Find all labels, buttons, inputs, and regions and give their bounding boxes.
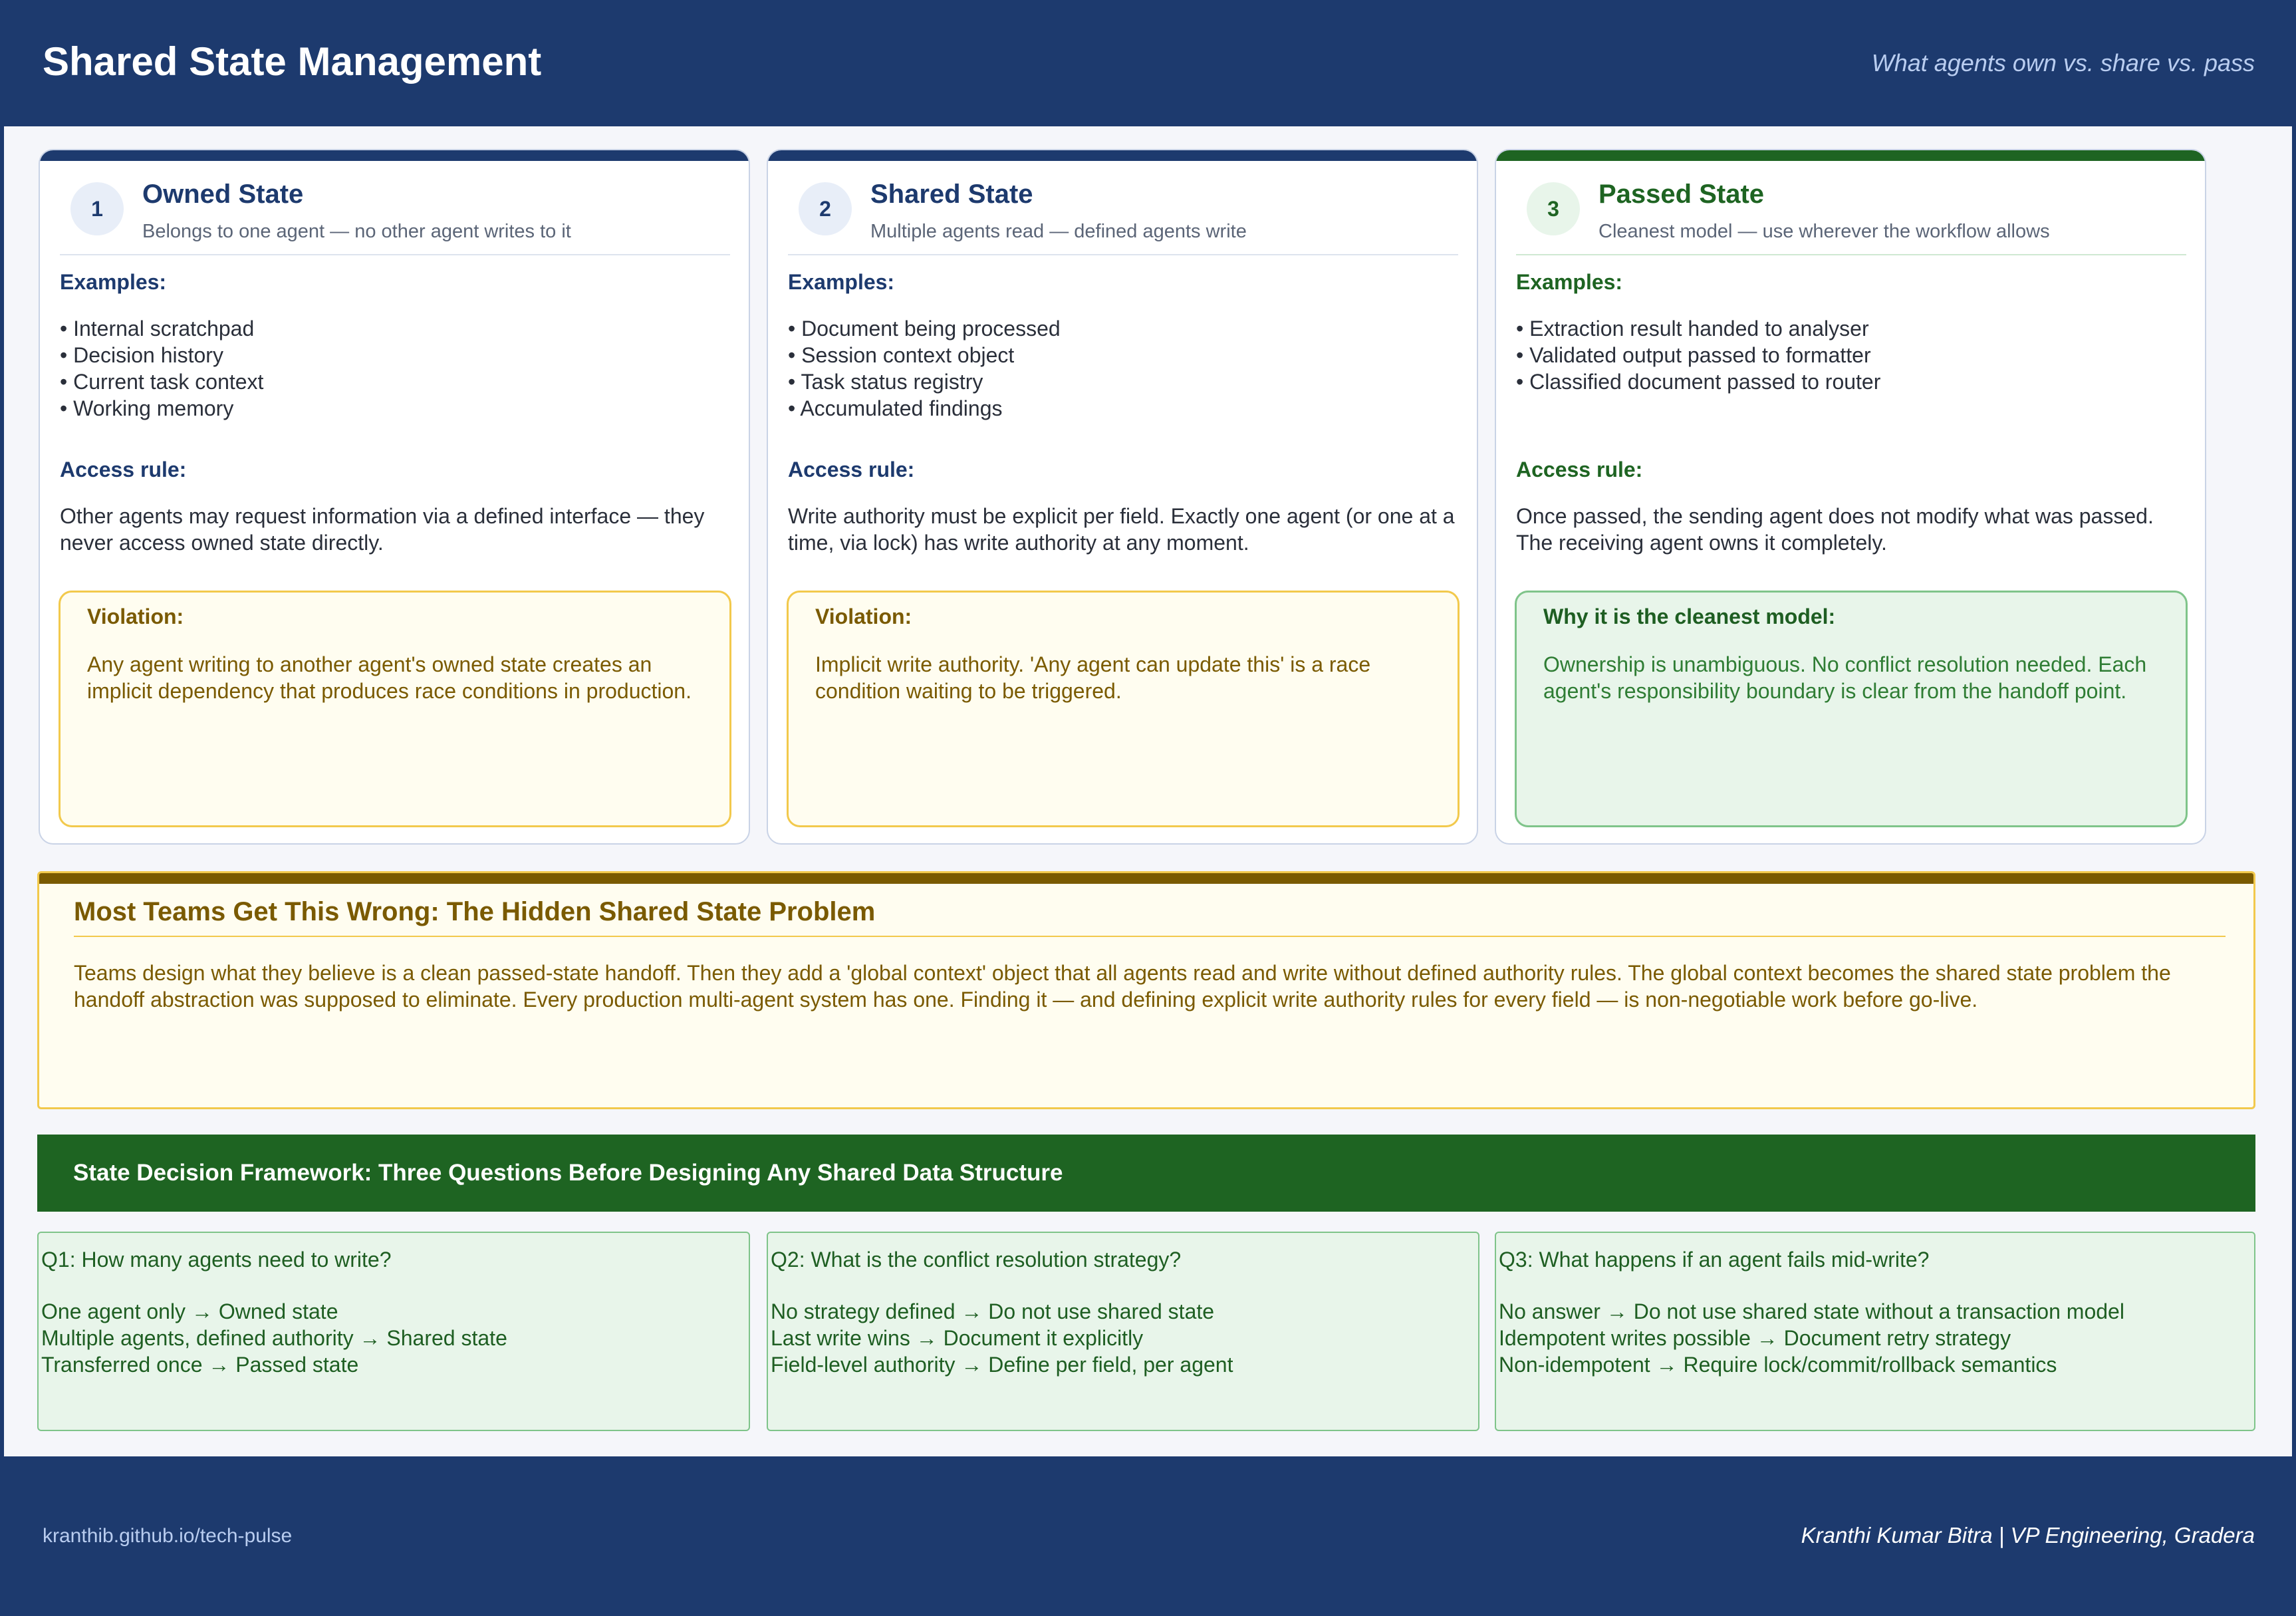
question-box-q3 bbox=[1495, 1232, 2255, 1431]
list-item: • Classified document passed to router bbox=[1516, 370, 1881, 394]
card-divider bbox=[788, 254, 1458, 255]
card-number-badge: 1 bbox=[70, 182, 124, 235]
question-box-q2 bbox=[767, 1232, 1479, 1431]
list-item: • Session context object bbox=[788, 343, 1015, 367]
violation-text: Implicit write authority. 'Any agent can update this' is a race condition waiting to be triggered. bbox=[815, 652, 1371, 703]
framework-title: State Decision Framework: Three Questions Before Designing Any Shared Data Structure bbox=[73, 1160, 1063, 1186]
question-text: Q1: How many agents need to write? bbox=[41, 1248, 392, 1272]
violation-text: Any agent writing to another agent's owned state creates an implicit dependency that produces race conditions in production. bbox=[87, 652, 692, 703]
answer-list bbox=[41, 1298, 507, 1378]
panel-text: Teams design what they believe is a clean passed-state handoff. Then they add a 'global context' object that all agents read and write without defined authority rules. The global context becomes the shared state problem the handoff abstraction was supposed to eliminate. Every production multi-agent system has one. Finding it — and defining explicit write authority rules for every field — is non-negotiable work before go-live. bbox=[74, 961, 2171, 1011]
list-item: • Extraction result handed to analyser bbox=[1516, 317, 1869, 340]
list-item: • Current task context bbox=[60, 370, 264, 394]
list-item: • Task status registry bbox=[788, 370, 983, 394]
access-rule-label: Access rule: bbox=[60, 458, 187, 481]
question-text: Q3: What happens if an agent fails mid-write? bbox=[1499, 1248, 1930, 1272]
card-owned-state bbox=[39, 149, 750, 845]
cleanest-model-box bbox=[1515, 591, 2188, 827]
panel-divider bbox=[74, 936, 2226, 937]
examples-list bbox=[788, 315, 1061, 422]
list-item: Multiple agents, defined authority → Shared state bbox=[41, 1326, 507, 1350]
page-title: Shared State Management bbox=[43, 39, 542, 84]
card-subtitle: Belongs to one agent — no other agent writes to it bbox=[142, 221, 571, 242]
violation-box bbox=[59, 591, 731, 827]
list-item: Field-level authority → Define per field, per agent bbox=[771, 1353, 1233, 1377]
card-passed-state bbox=[1495, 149, 2206, 845]
framework-header bbox=[37, 1135, 2255, 1212]
examples-list bbox=[60, 315, 263, 422]
footer-author: Kranthi Kumar Bitra | VP Engineering, Gradera bbox=[1801, 1523, 2255, 1548]
cleanest-model-title: Why it is the cleanest model: bbox=[1543, 605, 1836, 628]
list-item: Non-idempotent → Require lock/commit/rollback semantics bbox=[1499, 1353, 2057, 1377]
examples-label: Examples: bbox=[60, 270, 167, 294]
card-title: Shared State bbox=[870, 180, 1033, 209]
card-title: Passed State bbox=[1598, 180, 1765, 209]
examples-label: Examples: bbox=[788, 270, 895, 294]
access-rule-text: Write authority must be explicit per field. Exactly one agent (or one at a time, via lock) has write authority at any moment. bbox=[788, 504, 1455, 555]
answer-list bbox=[1499, 1298, 2124, 1378]
card-accent-bar bbox=[768, 150, 1477, 161]
list-item: • Accumulated findings bbox=[788, 396, 1003, 420]
violation-title: Violation: bbox=[87, 605, 184, 628]
card-accent-bar bbox=[40, 150, 749, 161]
cleanest-model-text: Ownership is unambiguous. No conflict resolution needed. Each agent's responsibility boundary is clear from the handoff point. bbox=[1543, 652, 2147, 703]
access-rule-text: Once passed, the sending agent does not modify what was passed. The receiving agent owns it completely. bbox=[1516, 504, 2154, 555]
hidden-shared-state-panel bbox=[37, 871, 2255, 1109]
card-subtitle: Multiple agents read — defined agents write bbox=[870, 221, 1247, 242]
list-item: No strategy defined → Do not use shared state bbox=[771, 1299, 1215, 1323]
list-item: • Working memory bbox=[60, 396, 234, 420]
list-item: • Internal scratchpad bbox=[60, 317, 255, 340]
answer-list bbox=[771, 1298, 1233, 1378]
list-item: No answer → Do not use shared state without a transaction model bbox=[1499, 1299, 2124, 1323]
list-item: • Document being processed bbox=[788, 317, 1061, 340]
panel-accent-bar bbox=[39, 873, 2253, 884]
list-item: • Validated output passed to formatter bbox=[1516, 343, 1871, 367]
list-item: Transferred once → Passed state bbox=[41, 1353, 359, 1377]
card-accent-bar bbox=[1496, 150, 2205, 161]
list-item: Idempotent writes possible → Document retry strategy bbox=[1499, 1326, 2011, 1350]
violation-box bbox=[787, 591, 1460, 827]
card-subtitle: Cleanest model — use wherever the workflow allows bbox=[1598, 221, 2050, 242]
list-item: • Decision history bbox=[60, 343, 223, 367]
card-number-badge: 3 bbox=[1527, 182, 1580, 235]
card-title: Owned State bbox=[142, 180, 304, 209]
violation-title: Violation: bbox=[815, 605, 912, 628]
card-shared-state bbox=[767, 149, 1478, 845]
examples-list bbox=[1516, 315, 1880, 395]
access-rule-text: Other agents may request information via a defined interface — they never access owned state directly. bbox=[60, 504, 705, 555]
list-item: One agent only → Owned state bbox=[41, 1299, 338, 1323]
list-item: Last write wins → Document it explicitly bbox=[771, 1326, 1144, 1350]
question-text: Q2: What is the conflict resolution strategy? bbox=[771, 1248, 1182, 1272]
question-box-q1 bbox=[37, 1232, 750, 1431]
card-number-badge: 2 bbox=[799, 182, 852, 235]
card-divider bbox=[1516, 254, 2186, 255]
panel-title: Most Teams Get This Wrong: The Hidden Shared State Problem bbox=[74, 897, 876, 926]
access-rule-label: Access rule: bbox=[788, 458, 915, 481]
header-bar bbox=[0, 0, 2296, 126]
card-divider bbox=[60, 254, 730, 255]
access-rule-label: Access rule: bbox=[1516, 458, 1643, 481]
footer-link[interactable]: kranthib.github.io/tech-pulse bbox=[43, 1525, 293, 1547]
page-subtitle: What agents own vs. share vs. pass bbox=[1871, 49, 2255, 76]
examples-label: Examples: bbox=[1516, 270, 1623, 294]
